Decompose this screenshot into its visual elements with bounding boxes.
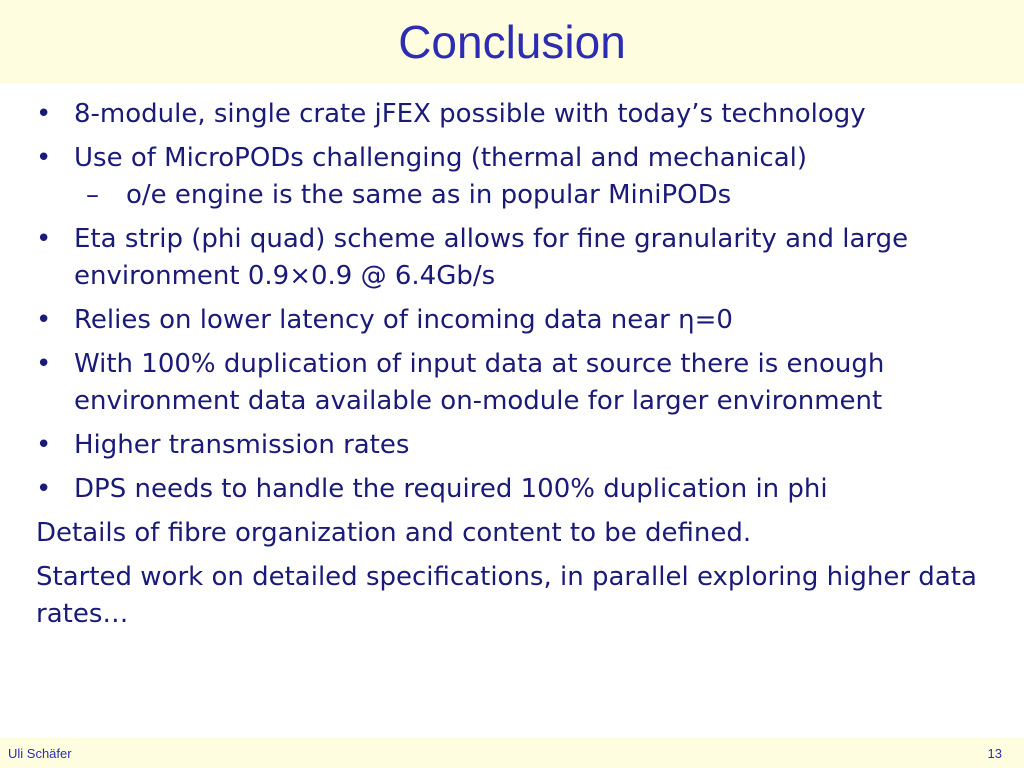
bullet-marker: •	[36, 143, 52, 173]
page-number: 13	[987, 746, 1002, 761]
bullet-marker: •	[36, 305, 52, 335]
bullet-text: 8-module, single crate jFEX possible with today’s technology	[74, 99, 866, 129]
sub-bullet-text: o/e engine is the same as in popular MiniPODs	[126, 180, 732, 210]
bullet-marker: •	[36, 99, 52, 129]
bullet-text: Use of MicroPODs challenging (thermal and mechanical)	[74, 143, 808, 173]
bullet-text: Relies on lower latency of incoming data near η=0	[74, 305, 733, 335]
bullet-marker: •	[36, 224, 52, 254]
slide-content	[36, 96, 996, 640]
sub-bullet-marker: –	[86, 180, 99, 210]
slide-title: Conclusion	[398, 16, 626, 68]
bullet-marker: •	[36, 430, 52, 460]
bullet-item	[36, 471, 996, 508]
bullet-item	[36, 221, 996, 295]
bullet-item	[36, 140, 996, 177]
bullet-text: Higher transmission rates	[74, 430, 410, 460]
bullet-item	[36, 427, 996, 464]
paragraph: Details of fibre organization and content to be defined.	[36, 518, 752, 548]
bullet-text: DPS needs to handle the required 100% duplication in phi	[74, 474, 828, 504]
bullet-marker: •	[36, 474, 52, 504]
bullet-text: With 100% duplication of input data at source there is enough environment data available on-module for larger environment	[74, 349, 885, 416]
footer-author: Uli Schäfer	[8, 746, 72, 761]
paragraph: Started work on detailed specifications, in parallel exploring higher data rates…	[36, 562, 977, 629]
footer-band	[0, 738, 1024, 768]
bullet-text: Eta strip (phi quad) scheme allows for fine granularity and large environment 0.9×0.9 @ 6.4Gb/s	[74, 224, 909, 291]
bullet-item	[36, 302, 996, 339]
sub-bullet-item	[36, 177, 996, 214]
bullet-item	[36, 96, 996, 133]
bullet-item	[36, 346, 996, 420]
bullet-marker: •	[36, 349, 52, 379]
